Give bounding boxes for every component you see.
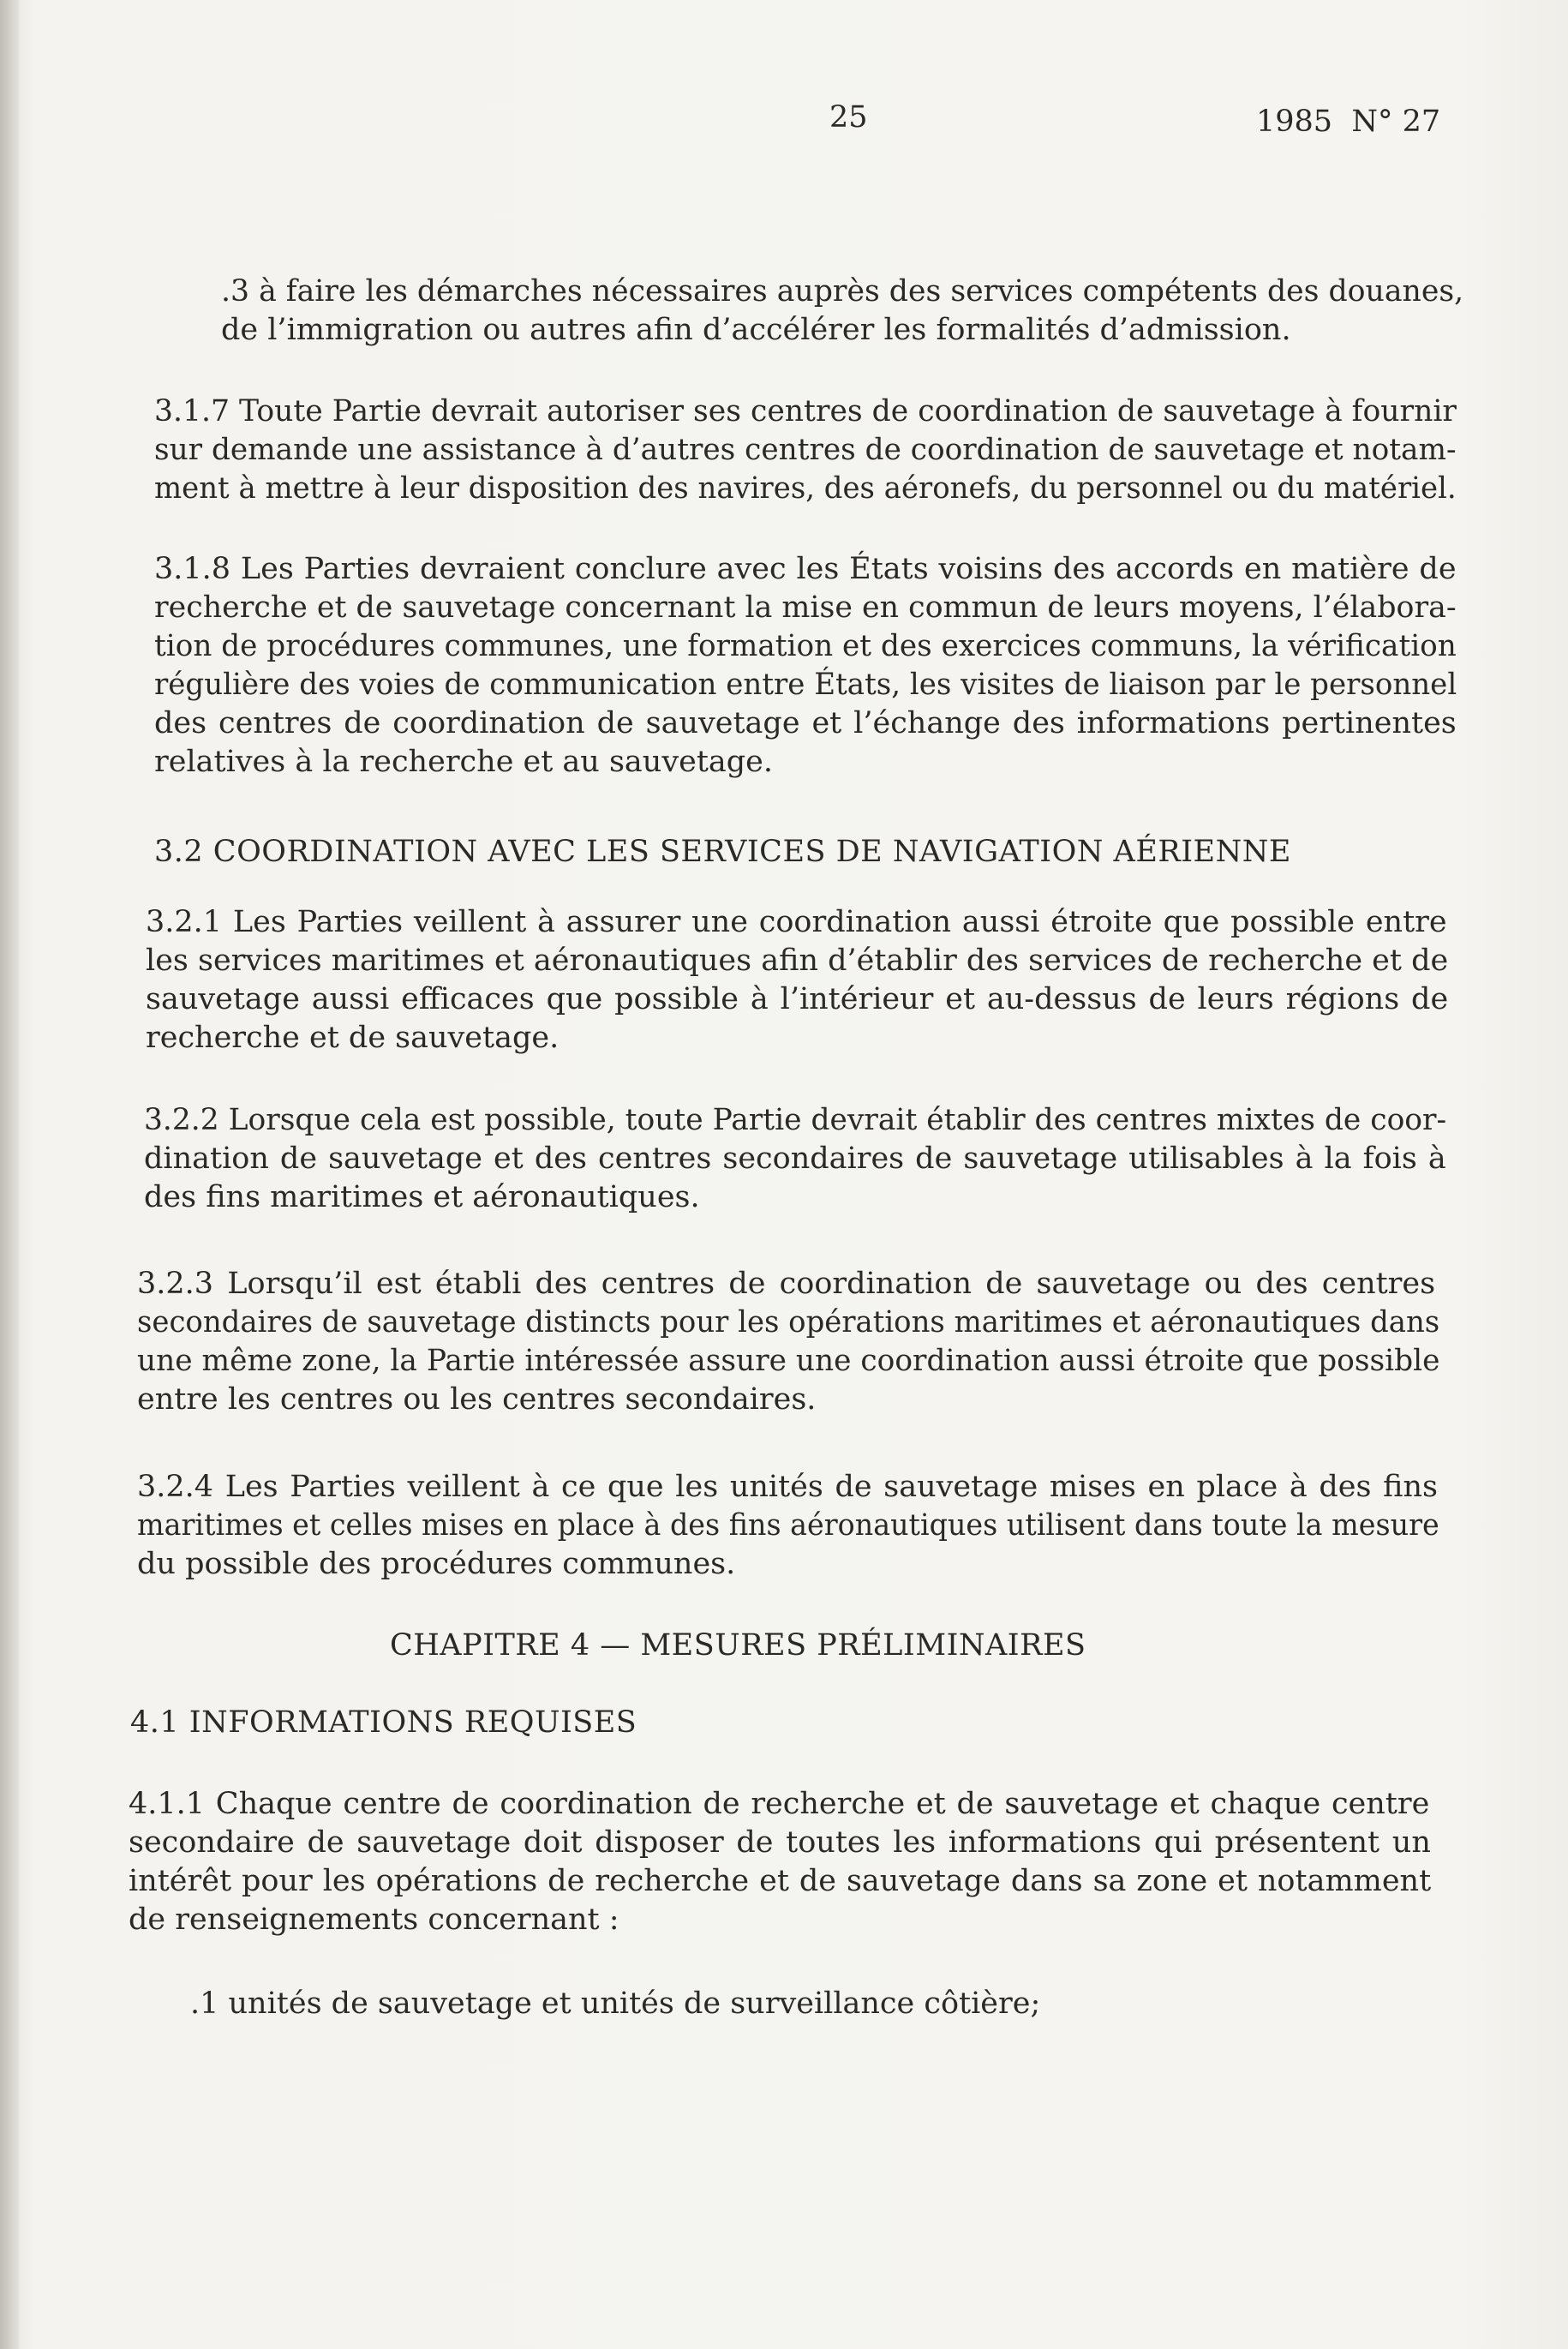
list-item-1	[190, 1985, 1218, 2023]
text-line: 3.2.2 Lorsque cela est possible, toute Partie devrait établir des centres mixtes de coor-	[144, 1103, 1447, 1137]
text-line: de l’immigration ou autres afin d’accélérer les formalités d’admission.	[221, 313, 1291, 347]
paragraph-3-2-4	[137, 1468, 1439, 1584]
paragraph-3-1-7	[154, 392, 1457, 508]
text-line: secondaire de sauvetage doit disposer de toutes les informations qui présentent un	[129, 1825, 1431, 1860]
text-line: ment à mettre à leur disposition des navires, des aéronefs, du personnel ou du matériel.	[154, 471, 1457, 506]
text-line: sauvetage aussi efficaces que possible à l’intérieur et au-dessus de leurs régions de	[146, 982, 1449, 1016]
paragraph-3-2-3	[137, 1265, 1439, 1419]
text-line: intérêt pour les opérations de recherche et de sauvetage dans sa zone et notamment	[129, 1864, 1432, 1898]
paragraph-3-2-1	[146, 903, 1448, 1058]
page-spine-shadow	[0, 0, 19, 2349]
text-line: 3.1.7 Toute Partie devrait autoriser ses centres de coordination de sauvetage à fournir	[154, 394, 1457, 428]
text-line: maritimes et celles mises en place à des fins aéronautiques utilisent dans toute la mesure	[137, 1508, 1439, 1543]
text-line: 3.1.8 Les Parties devraient conclure avec les États voisins des accords en matière de	[154, 552, 1457, 586]
text-line: tion de procédures communes, une formation et des exercices communs, la vérification	[154, 629, 1457, 663]
text-line: 4.1.1 Chaque centre de coordination de recherche et de sauvetage et chaque centre	[129, 1787, 1430, 1821]
text-line: recherche et de sauvetage.	[146, 1021, 560, 1055]
text-line: du possible des procédures communes.	[137, 1547, 736, 1581]
text-line: entre les centres ou les centres secondaires.	[137, 1382, 817, 1417]
text-line: .3 à faire les démarches nécessaires auprès des services compétents des douanes,	[221, 274, 1464, 309]
paragraph-4-1-1	[129, 1785, 1431, 1939]
text-line: régulière des voies de communication entre États, les visites de liaison par le personnel	[154, 668, 1457, 702]
text-line: 3.2.1 Les Parties veillent à assurer une coordination aussi étroite que possible entre	[146, 905, 1447, 939]
section-heading-3-2: 3.2 COORDINATION AVEC LES SERVICES DE NAVIGATION AÉRIENNE	[154, 835, 1291, 869]
text-line: relatives à la recherche et au sauvetage.	[154, 745, 773, 779]
paragraph-item-3	[221, 273, 1463, 350]
text-line: les services maritimes et aéronautiques afin d’établir des services de recherche et de	[146, 944, 1449, 978]
text-line: de renseignements concernant :	[129, 1903, 619, 1937]
text-line: des centres de coordination de sauvetage et l’échange des informations pertinentes	[154, 706, 1457, 740]
chapter-heading: CHAPITRE 4 — MESURES PRÉLIMINAIRES	[390, 1628, 1086, 1663]
text-line: 3.2.3 Lorsqu’il est établi des centres de coordination de sauvetage ou des centres	[137, 1267, 1436, 1301]
paragraph-3-1-8	[154, 550, 1457, 782]
text-line: recherche et de sauvetage concernant la mise en commun de leurs moyens, l’élabora-	[154, 590, 1457, 625]
section-heading-4-1: 4.1 INFORMATIONS REQUISES	[130, 1705, 637, 1740]
text-line: des fins maritimes et aéronautiques.	[144, 1180, 700, 1214]
paragraph-3-2-2	[144, 1101, 1446, 1217]
publication-year-number: 1985 N° 27	[1256, 105, 1441, 139]
text-line: 3.2.4 Les Parties veillent à ce que les unités de sauvetage mises en place à des fins	[137, 1470, 1438, 1504]
text-line: sur demande une assistance à d’autres centres de coordination de sauvetage et notam-	[154, 433, 1457, 467]
text-line: .1 unités de sauvetage et unités de surveillance côtière;	[190, 1986, 1041, 2021]
page-number: 25	[829, 100, 868, 135]
text-line: dination de sauvetage et des centres secondaires de sauvetage utilisables à la fois à	[144, 1142, 1446, 1176]
text-line: secondaires de sauvetage distincts pour les opérations maritimes et aéronautiques dans	[137, 1305, 1440, 1339]
text-line: une même zone, la Partie intéressée assure une coordination aussi étroite que possible	[137, 1344, 1440, 1378]
